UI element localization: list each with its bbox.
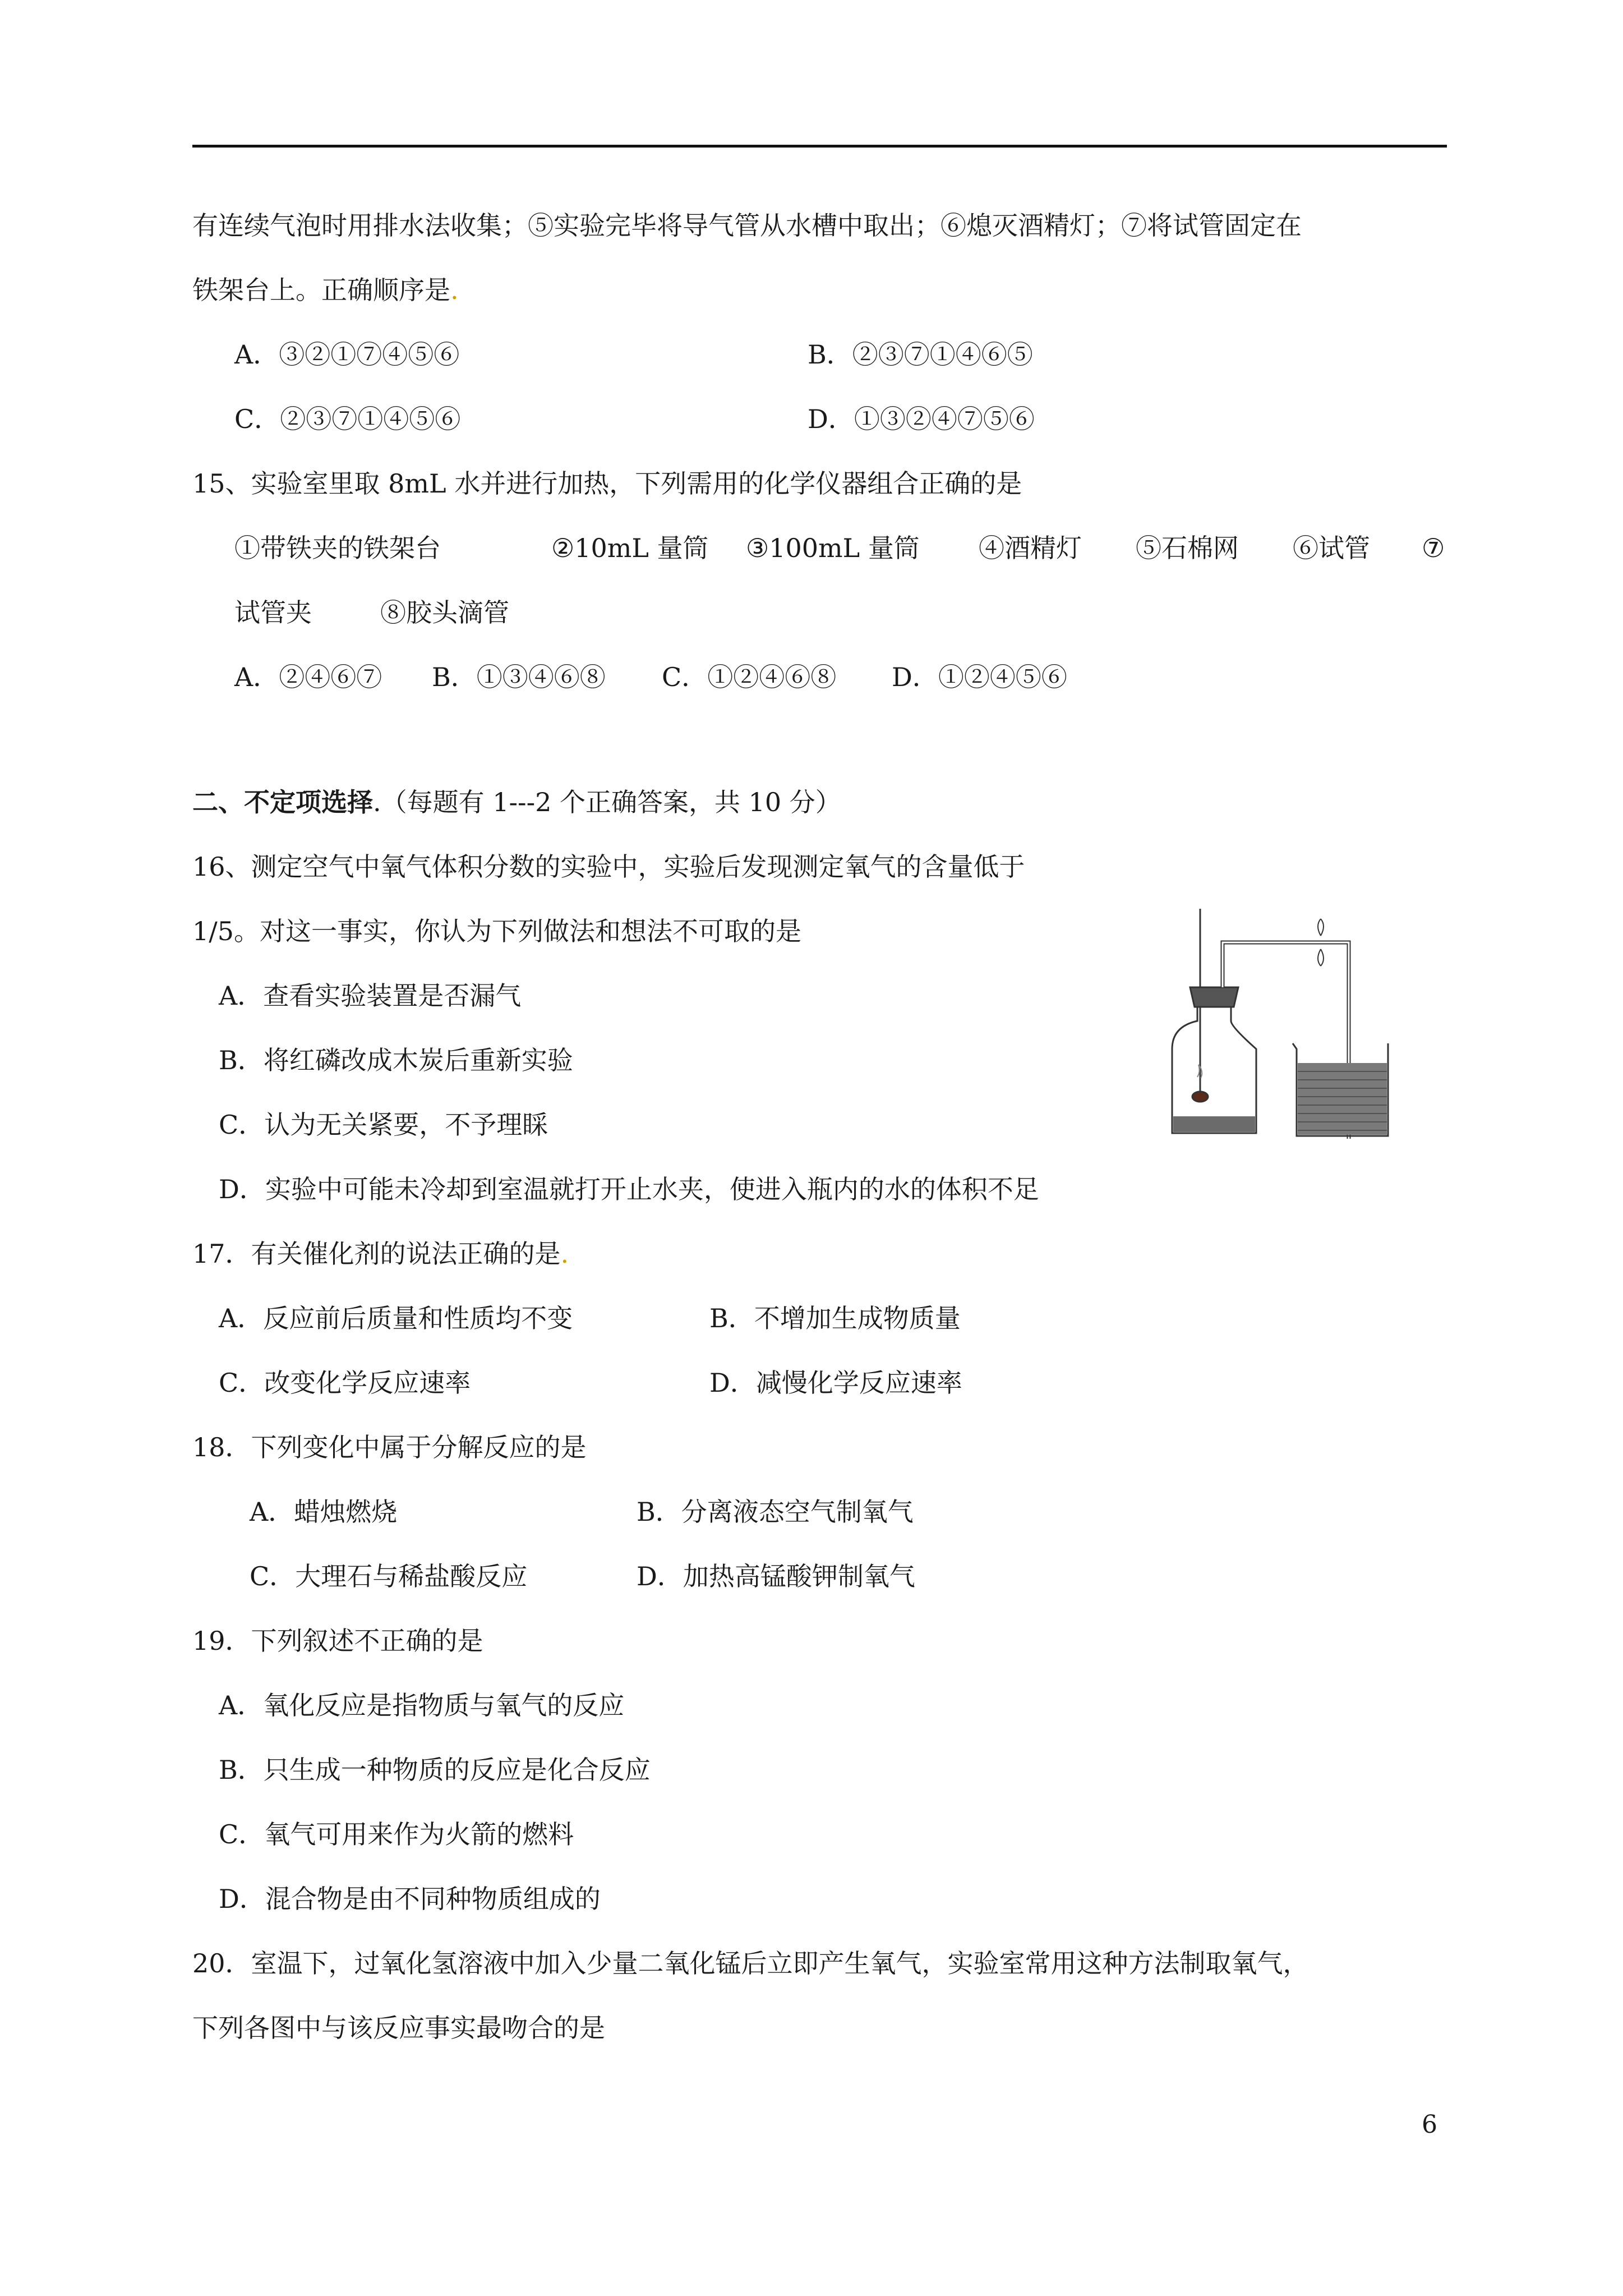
q20-stem-line-2: 下列各图中与该反应事实最吻合的是: [192, 2013, 605, 2043]
q15-option-a: A．②④⑥⑦: [234, 662, 382, 692]
q19-stem: 19．下列叙述不正确的是: [192, 1626, 483, 1656]
bottle-stopper: [1190, 987, 1238, 1007]
q14-continuation-line-1: 有连续气泡时用排水法收集；⑤实验完毕将导气管从水槽中取出；⑥熄灭酒精灯；⑦将试管固定在: [192, 210, 1302, 241]
q14-option-d: D．①③②④⑦⑤⑥: [808, 404, 1035, 434]
q16-option-d: D．实验中可能未冷却到室温就打开止水夹，使进入瓶内的水的体积不足: [219, 1174, 1039, 1204]
gas-bottle: [1172, 1007, 1256, 1133]
q15-option-d: D．①②④⑤⑥: [892, 662, 1067, 692]
q15-item-2: ②10mL 量筒: [551, 533, 709, 563]
bottle-water: [1173, 1116, 1255, 1132]
q15-option-b: B．①③④⑥⑧: [432, 662, 606, 692]
q17-option-a: A．反应前后质量和性质均不变: [219, 1303, 573, 1333]
q15-item-3: ③100mL 量筒: [746, 533, 920, 563]
page-number: 6: [1422, 2110, 1437, 2139]
q19-option-b: B．只生成一种物质的反应是化合反应: [219, 1755, 651, 1785]
q17-stem: 17．有关催化剂的说法正确的是: [192, 1239, 561, 1269]
section-2-heading: [192, 785, 841, 819]
q17-option-c: C．改变化学反应速率: [219, 1368, 471, 1398]
q20-stem-line-1: 20．室温下，过氧化氢溶液中加入少量二氧化锰后立即产生氧气，实验室常用这种方法制取氧气，: [192, 1948, 1309, 1978]
header-rule: [192, 145, 1447, 148]
q18-option-b: B．分离液态空气制氧气: [637, 1497, 914, 1527]
q18-stem: 18．下列变化中属于分解反应的是: [192, 1432, 587, 1462]
q18-option-c: C．大理石与稀盐酸反应: [250, 1561, 528, 1591]
q14-option-b: B．②③⑦①④⑥⑤: [808, 339, 1033, 370]
beaker-water: [1298, 1063, 1387, 1135]
q16-option-a: A．查看实验装置是否漏气: [219, 981, 522, 1011]
q16-stem-line-2: 1/5。对这一事实，你认为下列做法和想法不可取的是: [192, 916, 802, 946]
q14-option-c: C．②③⑦①④⑤⑥: [234, 404, 461, 434]
q15-item-6: ⑥试管: [1293, 533, 1370, 563]
q15-item-5: ⑤石棉网: [1136, 533, 1239, 563]
q17-yellow-dot: .: [560, 1239, 569, 1269]
q16-option-c: C．认为无关紧要，不予理睬: [219, 1110, 548, 1140]
q15-item-4: ④酒精灯: [979, 533, 1082, 563]
q18-option-a: A．蜡烛燃烧: [250, 1497, 398, 1527]
q15-item-8: ⑧胶头滴管: [380, 597, 509, 628]
q19-option-c: C．氧气可用来作为火箭的燃料: [219, 1819, 574, 1849]
section-2-title: 二、不定项选择: [192, 787, 373, 817]
q16-stem-line-1: 16、测定空气中氧气体积分数的实验中，实验后发现测定氧气的含量低于: [192, 852, 1025, 882]
combustion-spoon: [1192, 1092, 1208, 1102]
oxygen-measurement-apparatus-figure: [1166, 909, 1396, 1150]
q14-continuation-text: 铁架台上。正确顺序是: [192, 275, 450, 305]
q15-item-7-text: 试管夹: [234, 597, 312, 628]
q17-option-b: B．不增加生成物质量: [709, 1303, 961, 1333]
q18-option-d: D．加热高锰酸钾制氧气: [637, 1561, 915, 1591]
section-2-note: .（每题有 1---2 个正确答案，共 10 分）: [373, 787, 841, 817]
q14-yellow-dot: .: [450, 275, 459, 305]
q14-continuation-line-2: [192, 273, 459, 307]
q17-stem-line: [192, 1237, 569, 1271]
q16-option-b: B．将红磷改成木炭后重新实验: [219, 1045, 573, 1075]
q15-option-c: C．①②④⑥⑧: [662, 662, 837, 692]
q17-option-d: D．减慢化学反应速率: [709, 1368, 962, 1398]
q19-option-d: D．混合物是由不同种物质组成的: [219, 1884, 601, 1914]
q15-item-7-number: ⑦: [1422, 533, 1445, 563]
q15-stem: 15、实验室里取 8mL 水并进行加热，下列需用的化学仪器组合正确的是: [192, 468, 1022, 499]
q15-item-1: ①带铁夹的铁架台: [234, 533, 441, 563]
q19-option-a: A．氧化反应是指物质与氧气的反应: [219, 1690, 625, 1720]
q14-option-a: A．③②①⑦④⑤⑥: [234, 339, 460, 370]
